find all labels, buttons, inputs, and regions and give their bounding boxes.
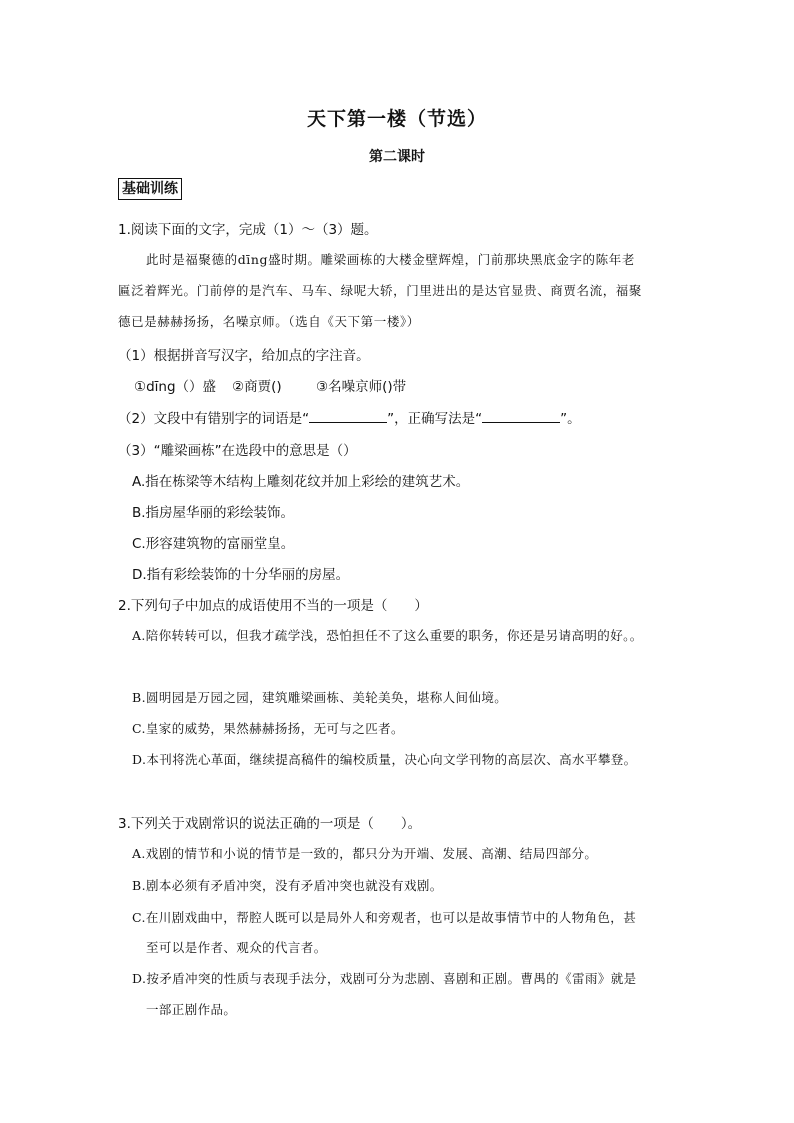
q1-passage-line-2: 匾泛着辉光。门前停的是汽车、马车、绿呢大轿，门里进出的是达官显贵、商贾名流，福聚 [118, 283, 643, 298]
q3-option-a: A.戏剧的情节和小说的情节是一致的，都只分为开端、发展、高潮、结局四部分。 [132, 846, 598, 861]
q1-sub2-mid: ”，正确写法是“ [387, 411, 483, 427]
q2-option-a: A.陪你转转可以，但我才疏学浅，恐怕担任不了这么重要的职务，你还是另请高明的好。。 [132, 628, 643, 643]
section-label: 基础训练 [118, 178, 182, 200]
q2-option-c: C.皇家的威势，果然赫赫扬扬，无可与之匹者。 [132, 721, 404, 736]
q1-sub2-blank-2[interactable] [482, 410, 560, 423]
q1-sub2-suffix: ”。 [560, 411, 581, 427]
q3-stem: 3.下列关于戏剧常识的说法正确的一项是（ ）。 [118, 816, 422, 832]
q2-option-d: D.本刊将洗心革面，继续提高稿件的编校质量，决心向文学刊物的高层次、高水平攀登。 [132, 752, 637, 767]
q1-sub1-item-2: ②商贾() [232, 379, 282, 395]
q1-sub2-prefix: （2）文段中有错别字的词语是“ [118, 411, 310, 427]
q3-option-c-line-2: 至可以是作者、观众的代言者。 [146, 940, 327, 955]
q1-sub3-option-c: C.形容建筑物的富丽堂皇。 [132, 536, 295, 552]
q3-option-d-line-2: 一部正剧作品。 [146, 1002, 237, 1017]
q3-option-b: B.剧本必须有矛盾冲突，没有矛盾冲突也就没有戏剧。 [132, 878, 443, 893]
q1-passage-line-3: 德已是赫赫扬扬，名噪京师。（选自《天下第一楼》） [118, 314, 420, 329]
q2-option-b: B.圆明园是万园之园，建筑雕梁画栋、美轮美奂，堪称人间仙境。 [132, 690, 508, 705]
q1-sub1: （1）根据拼音写汉字，给加点的字注音。 [118, 348, 370, 364]
q1-sub1-item-3: ③名噪京师()带 [316, 379, 407, 395]
q3-option-d-line-1: D.按矛盾冲突的性质与表现手法分，戏剧可分为悲剧、喜剧和正剧。曹禺的《雷雨》就是 [132, 971, 637, 986]
q1-sub2 [118, 407, 581, 427]
q3-option-c-line-1: C.在川剧戏曲中，帮腔人既可以是局外人和旁观者，也可以是故事情节中的人物角色，甚 [132, 910, 637, 925]
q2-stem: 2.下列句子中加点的成语使用不当的一项是（ ） [118, 598, 428, 614]
q1-sub3-option-d: D.指有彩绘装饰的十分华丽的房屋。 [132, 567, 350, 583]
q1-stem: 1.阅读下面的文字，完成（1）～（3）题。 [118, 222, 378, 238]
q1-sub3-option-b: B.指房屋华丽的彩绘装饰。 [132, 505, 295, 521]
q1-sub1-item-1: ①dīng（）盛 [134, 379, 217, 395]
q1-sub2-blank-1[interactable] [309, 410, 387, 423]
page-title: 天下第一楼（节选） [306, 108, 487, 130]
q1-passage-line-1: 此时是福聚德的dīng盛时期。雕梁画栋的大楼金壁辉煌，门前那块黑底金字的陈年老 [146, 252, 635, 267]
page-subtitle: 第二课时 [369, 149, 425, 165]
q1-sub3-option-a: A.指在栋梁等木结构上雕刻花纹并加上彩绘的建筑艺术。 [132, 474, 470, 490]
q1-sub3: （3）“雕梁画栋”在选段中的意思是（） [118, 443, 357, 459]
